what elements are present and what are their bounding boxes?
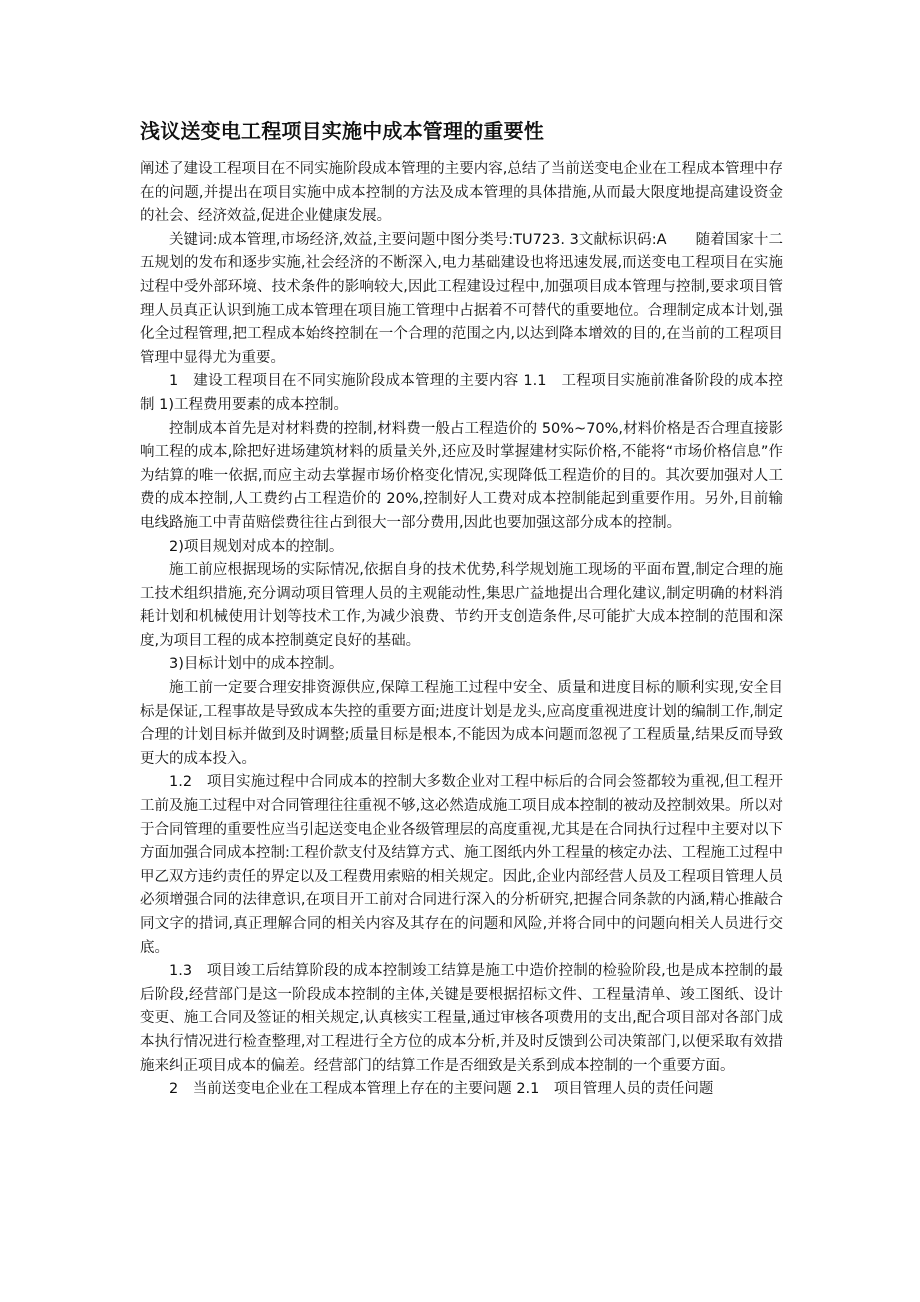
body-paragraph: 3)目标计划中的成本控制。 [169, 656, 344, 673]
body-paragraph: 1.3 项目竣工后结算阶段的成本控制竣工结算是施工中造价控制的检验阶段,也是成本控制的最后阶段,经营部门是这一阶段成本控制的主体,关键是要根据招标文件、工程量清单、竣工图纸、设计变更、施工合同及签证的相关规定,认真核实工程量,通过审核各项费用的支出,配合项目部对各部门成本执行情况进行检查整理,对工程进行全方位的成本分析,并及时反馈到公司决策部门,以便采取有效措施来纠正项目成本的偏差。经营部门的结算工作是否细致是关系到成本控制的一个重要方面。 [140, 963, 783, 1074]
document-page [140, 116, 783, 1102]
body-paragraph: 控制成本首先是对材料费的控制,材料费一般占工程造价的 50%~70%,材料价格是否合理直接影响工程的成本,除把好进场建筑材料的质量关外,还应及时掌握建材实际价格,不能将“市场价格信息”作为结算的唯一依据,而应主动去掌握市场价格变化情况,实现降低工程造价的目的。其次要加强对人工费的成本控制,人工费约占工程造价的 20%,控制好人工费对成本控制能起到重要作用。另外,目前输电线路施工中青苗赔偿费往往占到很大一部分费用,因此也要加强这部分成本的控制。 [140, 420, 783, 531]
body-paragraph: 1.2 项目实施过程中合同成本的控制大多数企业对工程中标后的合同会签都较为重视,但工程开工前及施工过程中对合同管理往往重视不够,这必然造成施工项目成本控制的被动及控制效果。所以对于合同管理的重要性应当引起送变电企业各级管理层的高度重视,尤其是在合同执行过程中主要对以下方面加强合同成本控制:工程价款支付及结算方式、施工图纸内外工程量的核定办法、工程施工过程中甲乙双方违约责任的界定以及工程费用索赔的相关规定。因此,企业内部经营人员及工程项目管理人员必须增强合同的法律意识,在项目开工前对合同进行深入的分析研究,把握合同条款的内涵,精心推敲合同文字的措词,真正理解合同的相关内容及其存在的问题和风险,并将合同中的问题向相关人员进行交底。 [140, 774, 783, 956]
document-title: 浅议送变电工程项目实施中成本管理的重要性 [140, 119, 544, 143]
body-paragraph: 施工前应根据现场的实际情况,依据自身的技术优势,科学规划施工现场的平面布置,制定合理的施工技术组织措施,充分调动项目管理人员的主观能动性,集思广益地提出合理化建议,制定明确的材料消耗计划和机械使用计划等技术工作,为减少浪费、节约开支创造条件,尽可能扩大成本控制的范围和深度,为项目工程的成本控制奠定良好的基础。 [140, 562, 783, 649]
body-paragraph: 关键词:成本管理,市场经济,效益,主要问题中图分类号:TU723. 3文献标识码:A 随着国家十二五规划的发布和逐步实施,社会经济的不断深入,电力基础建设也将迅速发展,而送变电工程项目在实施过程中受外部环境、技术条件的影响较大,因此工程建设过程中,加强项目成本管理与控制,要求项目管理人员真正认识到施工成本管理在项目施工管理中占据着不可替代的重要地位。合理制定成本计划,强化全过程管理,把工程成本始终控制在一个合理的范围之内,以达到降本增效的目的,在当前的工程项目管理中显得尤为重要。 [140, 231, 783, 366]
body-paragraph: 施工前一定要合理安排资源供应,保障工程施工过程中安全、质量和进度目标的顺利实现,安全目标是保证,工程事故是导致成本失控的重要方面;进度计划是龙头,应高度重视进度计划的编制工作,制定合理的计划目标并做到及时调整;质量目标是根本,不能因为成本问题而忽视了工程质量,结果反而导致更大的成本投入。 [140, 680, 783, 767]
body-paragraph: 2)项目规划对成本的控制。 [169, 538, 344, 555]
body-paragraph: 2 当前送变电企业在工程成本管理上存在的主要问题 2.1 项目管理人员的责任问题 [169, 1081, 714, 1098]
abstract-paragraph: 阐述了建设工程项目在不同实施阶段成本管理的主要内容,总结了当前送变电企业在工程成本管理中存在的问题,并提出在项目实施中成本控制的方法及成本管理的具体措施,从而最大限度地提高建设资金的社会、经济效益,促进企业健康发展。 [140, 161, 783, 225]
body-paragraph: 1 建设工程项目在不同实施阶段成本管理的主要内容 1.1 工程项目实施前准备阶段的成本控制 1)工程费用要素的成本控制。 [140, 373, 783, 413]
document-body [140, 158, 783, 1102]
